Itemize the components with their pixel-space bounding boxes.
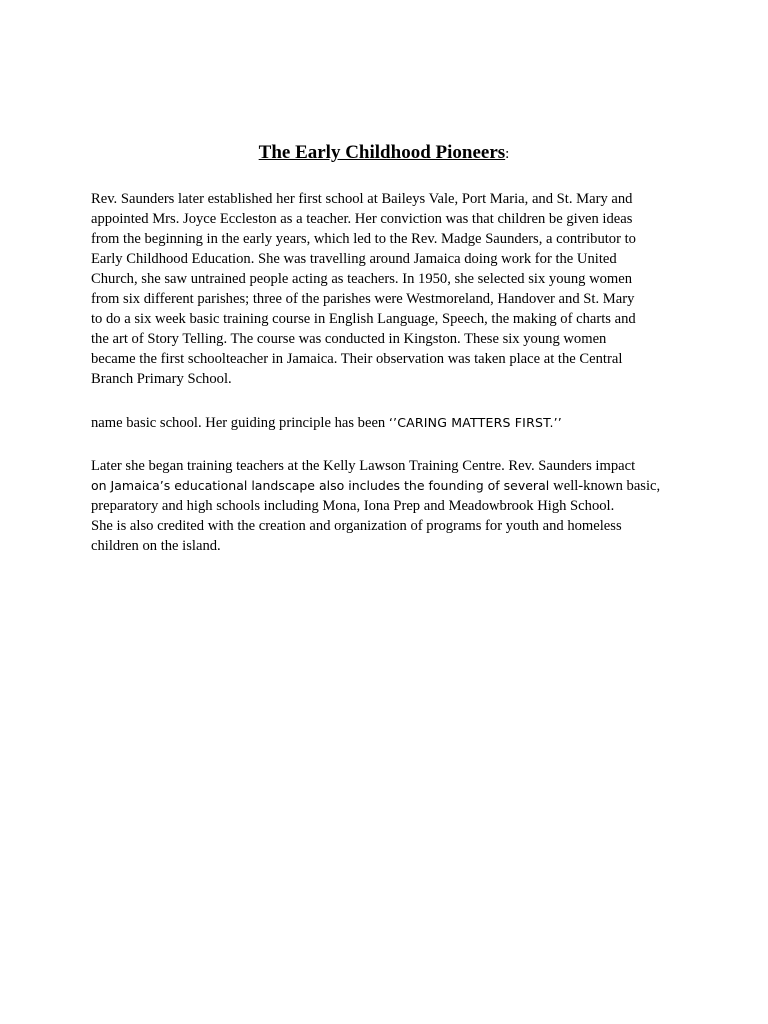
paragraph-1 [91, 189, 691, 389]
paragraph-1-line: Branch Primary School. [91, 371, 232, 387]
paragraph-3-line: Later she began training teachers at the Kelly Lawson Training Centre. Rev. Saunders impact [91, 458, 636, 474]
document-heading [0, 140, 768, 167]
paragraph-1-line: from six different parishes; three of the parishes were Westmoreland, Handover and St. Mary [91, 291, 635, 307]
paragraph-3-segment: well-known basic, [553, 478, 661, 494]
paragraph-1-line: appointed Mrs. Joyce Eccleston as a teacher. Her conviction was that children be given ideas [91, 211, 633, 227]
paragraph-1-line: the art of Story Telling. The course was conducted in Kingston. These six young women [91, 331, 607, 347]
paragraph-1-line: to do a six week basic training course in English Language, Speech, the making of charts and [91, 311, 636, 327]
guiding-principle-quote: ‘’CARING MATTERS FIRST.’’ [388, 415, 562, 430]
paragraph-2-line [91, 413, 691, 433]
paragraph-1-line: became the first schoolteacher in Jamaica. Their observation was taken place at the Central [91, 351, 623, 367]
document-title: The Early Childhood Pioneers [258, 142, 506, 163]
paragraph-1-line: Rev. Saunders later established her first school at Baileys Vale, Port Maria, and St. Mary and [91, 191, 633, 207]
paragraph-1-line: Early Childhood Education. She was travelling around Jamaica doing work for the United [91, 251, 617, 267]
paragraph-1-line: Church, she saw untrained people acting as teachers. In 1950, she selected six young women [91, 271, 633, 287]
paragraph-2-lead: name basic school. Her guiding principle has been [91, 415, 389, 431]
paragraph-3-line: preparatory and high schools including Mona, Iona Prep and Meadowbrook High School. [91, 498, 615, 514]
document-title-colon: : [505, 146, 510, 162]
paragraph-3-line: She is also credited with the creation and organization of programs for youth and homeless [91, 518, 622, 534]
paragraph-3-alt-font-segment: on Jamaica’s educational landscape also includes the founding of several [91, 478, 554, 493]
paragraph-2 [91, 413, 691, 433]
paragraph-3-line [91, 476, 691, 496]
paragraph-3-line: children on the island. [91, 538, 221, 554]
paragraph-1-line: from the beginning in the early years, which led to the Rev. Madge Saunders, a contributor to [91, 231, 636, 247]
paragraph-3 [91, 456, 691, 556]
